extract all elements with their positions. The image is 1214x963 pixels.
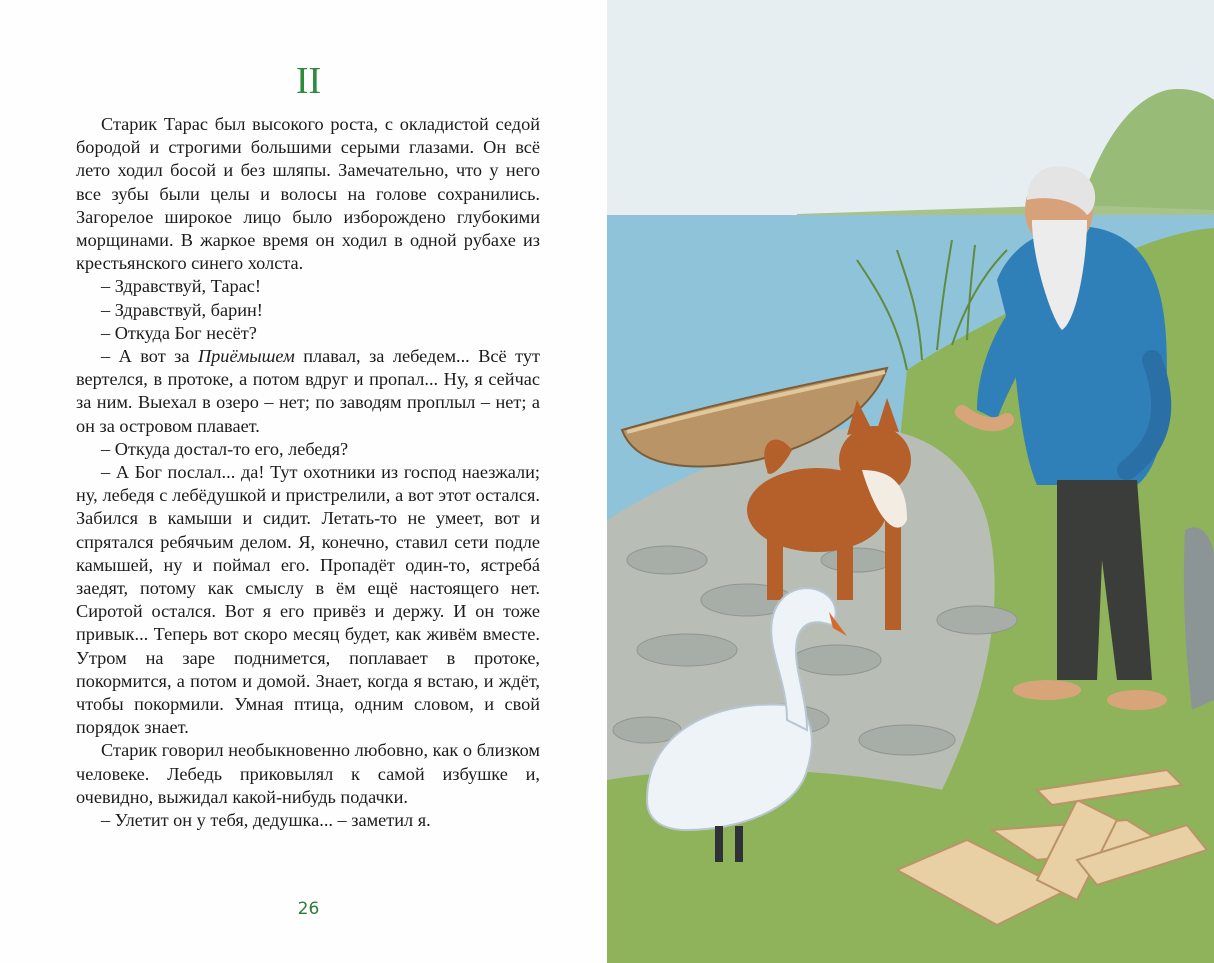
chapter-numeral: II xyxy=(295,60,322,102)
paragraph: – Откуда достал-то его, лебедя? xyxy=(101,438,349,459)
paragraph: – Улетит он у тебя, дедушка... – заметил я. xyxy=(101,810,431,831)
paragraph: – А Бог послал... да! Тут охотники из господ наезжали; ну, лебедя с лебёдушкой и пристрелили, а вот этот остался. Забился в камыши и сидит. Летать-то не умеет, вот и спрятался ребячьим делом. Я, конечно, ставил сети подле камышей, ну и поймал его. Пропадёт один-то, ястребá заедят, потому как смыслу в ём ещё настоящего нет. Сиротой остался. Вот я его привёз и держу. И он тоже привык... Теперь вот скоро месяц будет, как живём вместе. Утром на заре поднимется, поплавает в протоке, покормится, а потом и домой. Знает, когда я встаю, и ждёт, чтобы покормили. Умная птица, одним словом, и свой порядок знает. xyxy=(76,462,540,738)
page-number: 26 xyxy=(297,899,320,919)
italic-run: Приёмышем xyxy=(197,346,295,367)
paragraph: – Здравствуй, Тарас! xyxy=(101,276,261,297)
paragraph: – Откуда Бог несёт? xyxy=(101,322,257,343)
illustration xyxy=(607,0,1214,963)
text-run: – А вот за xyxy=(101,346,198,367)
paragraph: Старик Тарас был высокого роста, с окладистой седой бородой и строгими большими серыми глазами. Он всё лето ходил босой и без шляпы. Замечательно, что у него все зубы были целы и волосы на голове сохранились. Загорелое широкое лицо было изборождено глубокими морщинами. В жаркое время он ходил в одной рубахе из крестьянского синего холста. xyxy=(76,114,540,274)
paragraph xyxy=(76,345,540,438)
paragraph: – Здравствуй, барин! xyxy=(101,299,263,320)
story-text xyxy=(76,113,540,832)
paragraph: Старик говорил необыкновенно любовно, как о близком человеке. Лебедь приковылял к самой избушке и, очевидно, выжидал какой-нибудь подачки. xyxy=(76,740,540,807)
text-run: плавал, за лебедем... Всё тут вертелся, в протоке, а потом вдруг и пропал... Ну, я сейчас за ним. Выехал в озеро – нет; по заводям проплыл – нет; а он за островом плавает. xyxy=(76,346,540,436)
illustration-scene xyxy=(607,0,1214,963)
